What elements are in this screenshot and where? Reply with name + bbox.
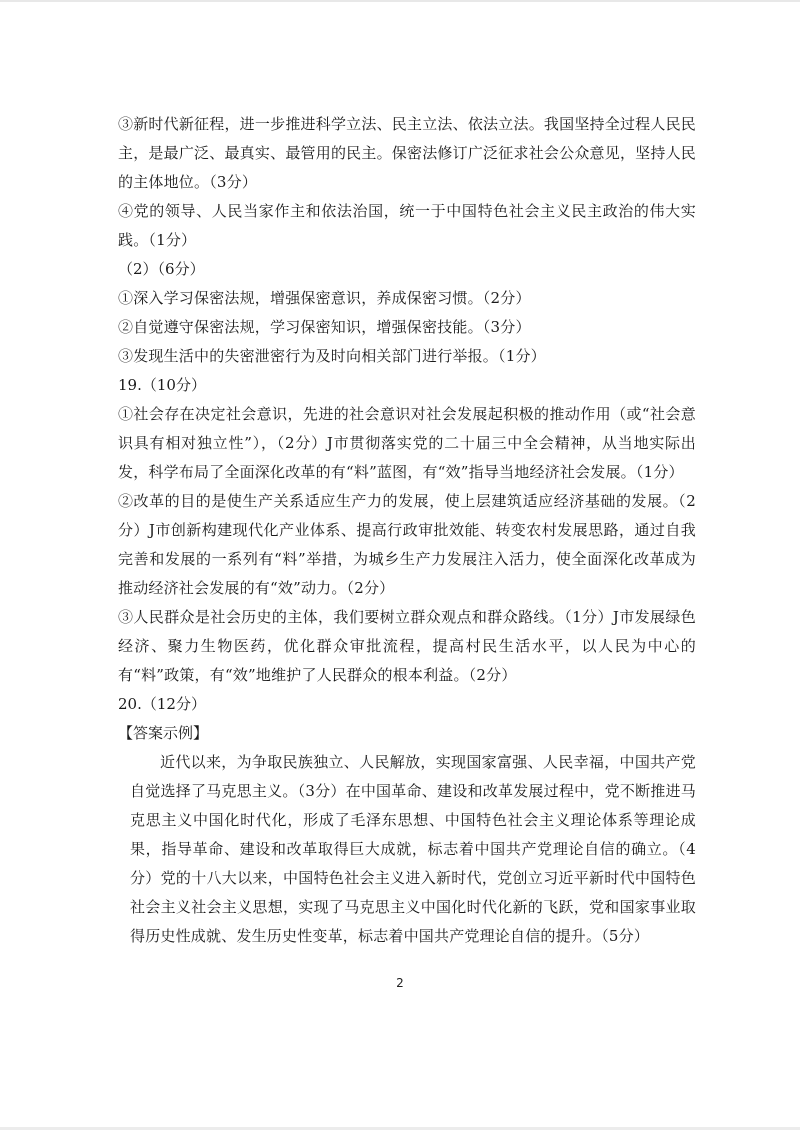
scan-edge-top bbox=[0, 0, 800, 2]
answer-18-1-point-4: ④党的领导、人民当家作主和依法治国，统一于中国特色社会主义民主政治的伟大实践。（1分） bbox=[118, 202, 696, 249]
answer-18-2-heading: （2）（6分） bbox=[118, 260, 205, 278]
answer-19-point-2: ②改革的目的是使生产关系适应生产力的发展，使上层建筑适应经济基础的发展。（2分）J市创新构建现代化产业体系、提高行政审批效能、转变农村发展思路，通过自我完善和发展的一系列有“料”举措，为城乡生产力发展注入活力，使全面深化改革成为推动经济社会发展的有“效”动力。（2分） bbox=[118, 492, 696, 597]
answer-18-1-point-3: ③新时代新征程，进一步推进科学立法、民主立法、依法立法。我国坚持全过程人民民主，是最广泛、最真实、最管用的民主。保密法修订广泛征求社会公众意见，坚持人民的主体地位。（3分） bbox=[118, 115, 696, 191]
answer-20-essay: 近代以来，为争取民族独立、人民解放，实现国家富强、人民幸福，中国共产党自觉选择了马克思主义。（3分）在中国革命、建设和改革发展过程中，党不断推进马克思主义中国化时代化，形成了毛泽东思想、中国特色社会主义理论体系等理论成果，指导革命、建设和改革取得巨大成就，标志着中国共产党理论自信的确立。（4分）党的十八大以来，中国特色社会主义进入新时代，党创立习近平新时代中国特色社会主义社会主义思想，实现了马克思主义中国化时代化新的飞跃，党和国家事业取得历史性成就、发生历史性变革，标志着中国共产党理论自信的提升。（5分） bbox=[130, 753, 696, 945]
answer-example-label: 【答案示例】 bbox=[118, 724, 209, 742]
answer-18-2-point-2: ②自觉遵守保密法规，学习保密知识，增强保密技能。（3分） bbox=[118, 318, 531, 336]
question-20-heading: 20.（12分） bbox=[118, 695, 206, 713]
answer-18-2-point-3: ③发现生活中的失密泄密行为及时向相关部门进行举报。（1分） bbox=[118, 347, 546, 365]
answer-content bbox=[118, 110, 696, 951]
page-number: 2 bbox=[396, 976, 404, 990]
answer-19-point-1: ①社会存在决定社会意识，先进的社会意识对社会发展起积极的推动作用（或“社会意识具有相对独立性”），（2分）J市贯彻落实党的二十届三中全会精神，从当地实际出发，科学布局了全面深化改革的有“料”蓝图，有“效”指导当地经济社会发展。（1分） bbox=[118, 405, 696, 481]
question-19-heading: 19.（10分） bbox=[118, 376, 206, 394]
answer-19-point-3: ③人民群众是社会历史的主体，我们要树立群众观点和群众路线。（1分）J市发展绿色经济、聚力生物医药，优化群众审批流程，提高村民生活水平，以人民为中心的有“料”政策，有“效”地维护了人民群众的根本利益。（2分） bbox=[118, 608, 696, 684]
answer-18-2-point-1: ①深入学习保密法规，增强保密意识，养成保密习惯。（2分） bbox=[118, 289, 531, 307]
